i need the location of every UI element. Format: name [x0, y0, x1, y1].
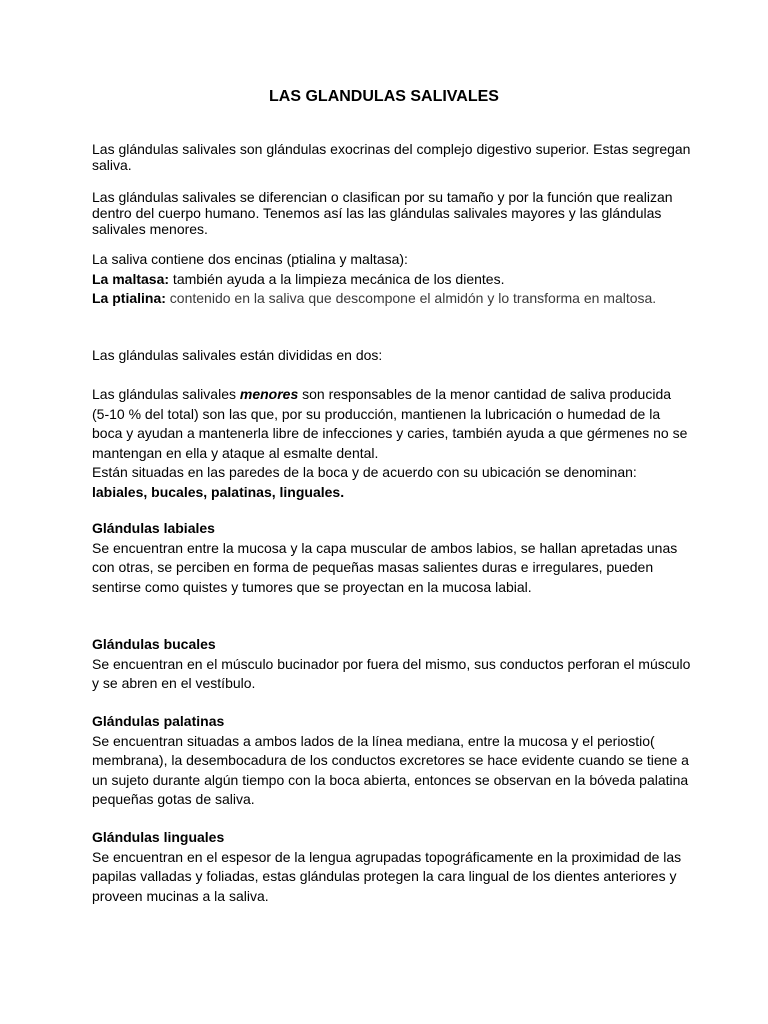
menores-description: [92, 385, 692, 463]
menores-before: Las glándulas salivales: [92, 386, 240, 402]
section-body: Se encuentran en el músculo bucinador por fuera del mismo, sus conductos perforan el músculo y se abren en el vestíbulo.: [92, 655, 691, 691]
section-linguales: [92, 828, 692, 906]
intro-paragraph-1: Las glándulas salivales son glándulas exocrinas del complejo digestivo superior. Estas segregan saliva.: [92, 141, 691, 173]
section-heading: Glándulas labiales: [92, 520, 215, 536]
menores-paragraph: [92, 385, 692, 502]
maltasa-text: también ayuda a la limpieza mecánica de los dientes.: [169, 270, 505, 287]
section-palatinas: [92, 712, 692, 810]
enzymes-paragraph: [92, 250, 692, 309]
menores-location-text: Están situadas en las paredes de la boca y de acuerdo con su ubicación se denominan:: [92, 464, 637, 480]
maltasa-line: [92, 270, 692, 290]
ptialina-line: [92, 289, 692, 309]
menores-after: son responsables de la menor cantidad de saliva producida (5-10 % del total) son las que, por su producción, mantienen la lubricación o humedad de la boca y ayudan a mantenerla libre de infecciones y caries, también ayuda a que gérmenes no se mantengan en ella y ataque al esmalte dental.: [92, 386, 688, 461]
section-body: Se encuentran en el espesor de la lengua agrupadas topográficamente en la proximidad de las papilas valladas y foliadas, estas glándulas protegen la cara lingual de los dientes anteriores y proveen mucinas a la saliva.: [92, 848, 682, 904]
section-body: Se encuentran situadas a ambos lados de la línea mediana, entre la mucosa y el periostio( membrana), la desembocadura de los conductos excretores se hace evidente cuando se tiene a un sujeto durante algún tiempo con la boca abierta, entonces se observan en la bóveda palatina pequeñas gotas de saliva.: [92, 732, 689, 807]
section-body: Se encuentran entre la mucosa y la capa muscular de ambos labios, se hallan apretadas unas con otras, se perciben en forma de pequeñas masas salientes duras e irregulares, pueden sentirse como quistes y tumores que se proyectan en la mucosa labial.: [92, 539, 678, 595]
maltasa-label: La maltasa:: [92, 270, 170, 287]
section-bucales: [92, 635, 692, 694]
ptialina-text: contenido en la saliva que descompone el almidón y lo transforma en maltosa.: [165, 290, 657, 306]
section-heading: Glándulas bucales: [92, 636, 216, 652]
menores-location: [92, 463, 692, 502]
menores-types: labiales, bucales, palatinas, linguales.: [92, 483, 345, 500]
section-heading: Glándulas linguales: [92, 829, 225, 845]
division-paragraph: Las glándulas salivales están divididas en dos:: [92, 347, 383, 363]
section-labiales: [92, 519, 692, 597]
ptialina-label: La ptialina:: [92, 290, 166, 306]
menores-emphasis: menores: [239, 386, 299, 402]
document-title: LAS GLANDULAS SALIVALES: [269, 88, 499, 105]
section-heading: Glándulas palatinas: [92, 713, 225, 729]
intro-paragraph-2: Las glándulas salivales se diferencian o clasifican por su tamaño y por la función que realizan dentro del cuerpo humano. Tenemos así las las glándulas salivales mayores y las glándulas salivales menores.: [92, 189, 673, 237]
enzymes-lead: La saliva contiene dos encinas (ptialina y maltasa):: [92, 251, 408, 267]
